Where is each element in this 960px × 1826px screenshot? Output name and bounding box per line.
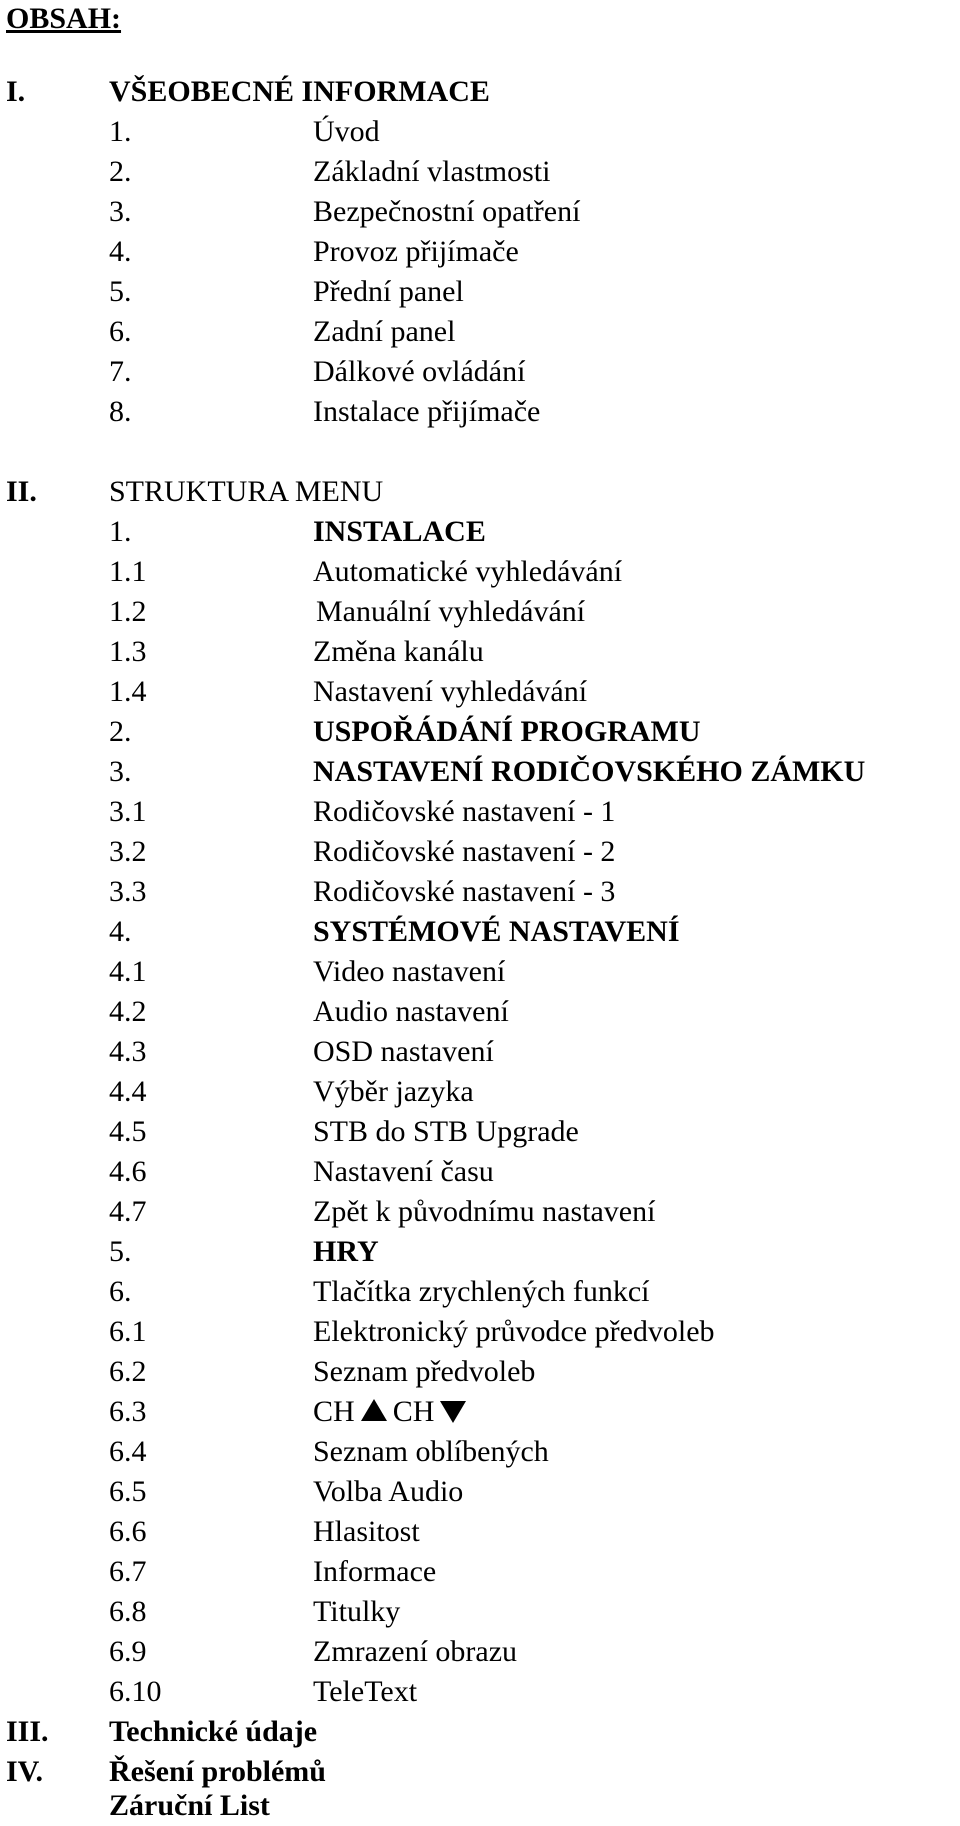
entry-number: 8. bbox=[109, 395, 132, 428]
section-title: Záruční List bbox=[109, 1789, 270, 1822]
entry-number: 5. bbox=[109, 1235, 132, 1268]
entry-label: TeleText bbox=[313, 1675, 418, 1708]
toc-entry[interactable] bbox=[0, 1312, 960, 1352]
entry-label: HRY bbox=[313, 1235, 379, 1268]
entry-label: Rodičovské nastavení - 1 bbox=[313, 795, 616, 828]
toc-entry[interactable] bbox=[0, 512, 960, 552]
toc-entry[interactable] bbox=[0, 1392, 960, 1432]
entry-label: Titulky bbox=[313, 1595, 401, 1628]
section-title: Technické údaje bbox=[109, 1715, 318, 1748]
toc-entry[interactable] bbox=[0, 1272, 960, 1312]
entry-number: 4.6 bbox=[109, 1155, 147, 1188]
entry-number: 1.2 bbox=[109, 595, 147, 628]
entry-label: Automatické vyhledávání bbox=[313, 555, 623, 588]
entry-number: 6.4 bbox=[109, 1435, 147, 1468]
toc-entry[interactable] bbox=[0, 1112, 960, 1152]
entry-number: 6.6 bbox=[109, 1515, 147, 1548]
channel-label: CH bbox=[392, 1395, 435, 1428]
entry-label: Nastavení vyhledávání bbox=[313, 675, 588, 708]
toc-entry[interactable] bbox=[0, 112, 960, 152]
entry-number: 2. bbox=[109, 715, 132, 748]
entry-number: 6.3 bbox=[109, 1395, 147, 1428]
entry-number: 4. bbox=[109, 235, 132, 268]
entry-label: Přední panel bbox=[313, 275, 464, 308]
toc-entry[interactable] bbox=[0, 912, 960, 952]
toc-entry[interactable] bbox=[0, 1672, 960, 1712]
entry-label: Manuální vyhledávání bbox=[316, 595, 586, 628]
entry-number: 4.4 bbox=[109, 1075, 147, 1108]
entry-number: 1.1 bbox=[109, 555, 147, 588]
entry-number: 1.3 bbox=[109, 635, 147, 668]
triangle-up-icon bbox=[361, 1399, 387, 1421]
entry-number: 6. bbox=[109, 315, 132, 348]
entry-number: 5. bbox=[109, 275, 132, 308]
section-title: Řešení problémů bbox=[109, 1755, 326, 1788]
entry-number: 7. bbox=[109, 355, 132, 388]
toc-warranty[interactable] bbox=[0, 1786, 960, 1826]
toc-entry[interactable] bbox=[0, 352, 960, 392]
toc-entry[interactable] bbox=[0, 152, 960, 192]
entry-label: Zadní panel bbox=[313, 315, 456, 348]
triangle-down-icon bbox=[440, 1401, 466, 1423]
toc-entry[interactable] bbox=[0, 792, 960, 832]
toc-entry[interactable] bbox=[0, 232, 960, 272]
toc-entry[interactable] bbox=[0, 632, 960, 672]
toc-entry[interactable] bbox=[0, 392, 960, 432]
entry-number: 3.3 bbox=[109, 875, 147, 908]
entry-label bbox=[313, 1392, 472, 1432]
entry-number: 6. bbox=[109, 1275, 132, 1308]
entry-label: Dálkové ovládání bbox=[313, 355, 526, 388]
entry-label: Základní vlastmosti bbox=[313, 155, 551, 188]
toc-entry[interactable] bbox=[0, 992, 960, 1032]
toc-entry[interactable] bbox=[0, 1592, 960, 1632]
entry-label: Audio nastavení bbox=[313, 995, 509, 1028]
entry-label: Nastavení času bbox=[313, 1155, 494, 1188]
section-number: II. bbox=[6, 475, 37, 508]
entry-number: 4.5 bbox=[109, 1115, 147, 1148]
entry-number: 3. bbox=[109, 195, 132, 228]
entry-label: Tlačítka zrychlených funkcí bbox=[313, 1275, 650, 1308]
entry-label: Elektronický průvodce předvoleb bbox=[313, 1315, 715, 1348]
toc-entry[interactable] bbox=[0, 952, 960, 992]
entry-label: INSTALACE bbox=[313, 515, 486, 548]
toc-entry[interactable] bbox=[0, 1552, 960, 1592]
toc-entry[interactable] bbox=[0, 312, 960, 352]
toc-entry[interactable] bbox=[0, 1192, 960, 1232]
section-number: IV. bbox=[6, 1755, 43, 1788]
entry-label: NASTAVENÍ RODIČOVSKÉHO ZÁMKU bbox=[313, 755, 866, 788]
entry-number: 3.1 bbox=[109, 795, 147, 828]
entry-number: 4.3 bbox=[109, 1035, 147, 1068]
toc-entry[interactable] bbox=[0, 1152, 960, 1192]
toc-section-i[interactable] bbox=[0, 72, 960, 112]
toc-entry[interactable] bbox=[0, 592, 960, 632]
entry-number: 6.2 bbox=[109, 1355, 147, 1388]
entry-label: Seznam oblíbených bbox=[313, 1435, 549, 1468]
entry-number: 3.2 bbox=[109, 835, 147, 868]
entry-label: Výběr jazyka bbox=[313, 1075, 474, 1108]
toc-entry[interactable] bbox=[0, 752, 960, 792]
entry-label: Zmrazení obrazu bbox=[313, 1635, 518, 1668]
toc-entry[interactable] bbox=[0, 832, 960, 872]
entry-number: 6.10 bbox=[109, 1675, 162, 1708]
toc-section-ii[interactable] bbox=[0, 472, 960, 512]
channel-label: CH bbox=[313, 1395, 355, 1428]
entry-label: Změna kanálu bbox=[313, 635, 484, 668]
entry-label: Úvod bbox=[313, 115, 380, 148]
toc-entry[interactable] bbox=[0, 1232, 960, 1272]
entry-label: Video nastavení bbox=[313, 955, 506, 988]
entry-number: 1.4 bbox=[109, 675, 147, 708]
toc-entry[interactable] bbox=[0, 272, 960, 312]
entry-label: Informace bbox=[313, 1555, 437, 1588]
entry-label: Rodičovské nastavení - 3 bbox=[313, 875, 616, 908]
entry-number: 6.7 bbox=[109, 1555, 147, 1588]
entry-label: Provoz přijímače bbox=[313, 235, 519, 268]
entry-number: 4. bbox=[109, 915, 132, 948]
section-number: I. bbox=[6, 75, 26, 108]
entry-label: STB do STB Upgrade bbox=[313, 1115, 579, 1148]
toc-entry[interactable] bbox=[0, 712, 960, 752]
entry-number: 6.5 bbox=[109, 1475, 147, 1508]
entry-number: 2. bbox=[109, 155, 132, 188]
toc-entry[interactable] bbox=[0, 872, 960, 912]
toc-entry[interactable] bbox=[0, 1472, 960, 1512]
entry-number: 3. bbox=[109, 755, 132, 788]
toc-entry[interactable] bbox=[0, 1512, 960, 1552]
entry-number: 6.9 bbox=[109, 1635, 147, 1668]
entry-label: USPOŘÁDÁNÍ PROGRAMU bbox=[313, 715, 701, 748]
entry-number: 6.1 bbox=[109, 1315, 147, 1348]
toc-entry[interactable] bbox=[0, 1072, 960, 1112]
toc-entry[interactable] bbox=[0, 1632, 960, 1672]
entry-label: Hlasitost bbox=[313, 1515, 420, 1548]
toc-entry[interactable] bbox=[0, 1032, 960, 1072]
toc-entry[interactable] bbox=[0, 1352, 960, 1392]
toc-entry[interactable] bbox=[0, 1432, 960, 1472]
page-title: OBSAH: bbox=[6, 2, 122, 35]
section-number: III. bbox=[6, 1715, 49, 1748]
entry-number: 1. bbox=[109, 515, 132, 548]
entry-number: 4.1 bbox=[109, 955, 147, 988]
toc-entry[interactable] bbox=[0, 552, 960, 592]
entry-number: 6.8 bbox=[109, 1595, 147, 1628]
entry-label: Seznam předvoleb bbox=[313, 1355, 536, 1388]
entry-number: 4.7 bbox=[109, 1195, 147, 1228]
toc-entry[interactable] bbox=[0, 672, 960, 712]
entry-label: Volba Audio bbox=[313, 1475, 464, 1508]
entry-label: OSD nastavení bbox=[313, 1035, 494, 1068]
toc-entry[interactable] bbox=[0, 192, 960, 232]
entry-label: Zpět k původnímu nastavení bbox=[313, 1195, 656, 1228]
entry-number: 4.2 bbox=[109, 995, 147, 1028]
section-title: VŠEOBECNÉ INFORMACE bbox=[109, 75, 490, 108]
section-title: STRUKTURA MENU bbox=[109, 475, 384, 508]
entry-label: Rodičovské nastavení - 2 bbox=[313, 835, 616, 868]
entry-label: Instalace přijímače bbox=[313, 395, 541, 428]
toc-section-iii[interactable] bbox=[0, 1712, 960, 1752]
entry-label: Bezpečnostní opatření bbox=[313, 195, 581, 228]
entry-number: 1. bbox=[109, 115, 132, 148]
entry-label: SYSTÉMOVÉ NASTAVENÍ bbox=[313, 915, 680, 948]
